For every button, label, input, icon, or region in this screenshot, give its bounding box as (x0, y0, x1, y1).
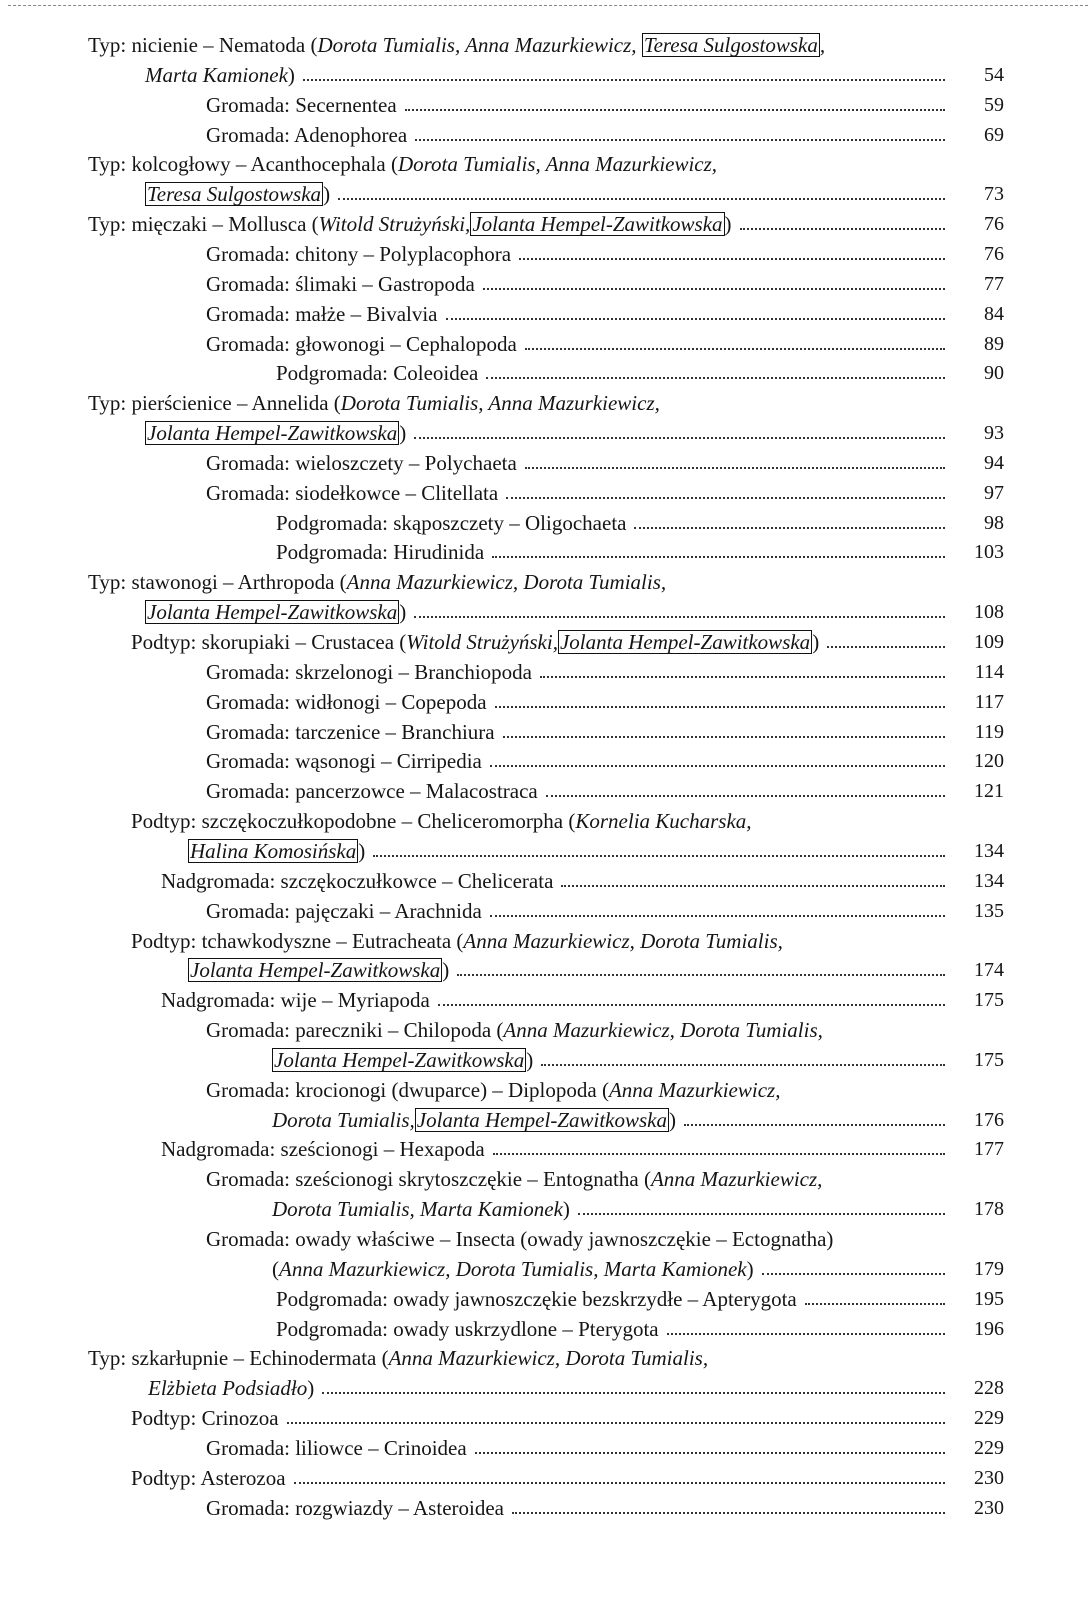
toc-entry[interactable] (0, 955, 1088, 985)
toc-entry[interactable] (0, 478, 1088, 508)
toc-entry[interactable] (0, 537, 1088, 567)
toc-entry[interactable] (0, 776, 1088, 806)
toc-entry-title (88, 388, 660, 418)
page-number: 94 (984, 451, 1004, 474)
page-number: 117 (974, 690, 1004, 713)
author-text: Kornelia Kucharska, (575, 809, 752, 834)
toc-entry[interactable] (0, 1164, 1088, 1194)
page-number: 59 (984, 93, 1004, 116)
entry-text: Gromada: pancerzowce – Malacostraca (206, 779, 538, 804)
toc-entry-title (145, 179, 330, 209)
entry-text: ) (442, 958, 450, 983)
toc-entry-title (88, 209, 732, 239)
toc-entry-title (206, 239, 511, 269)
highlighted-author: Jolanta Hempel-Zawitkowska (190, 958, 441, 983)
entry-text: Typ: kolcogłowy – Acanthocephala ( (88, 152, 398, 177)
page-number: 179 (974, 1257, 1004, 1280)
dot-leader (303, 60, 945, 90)
toc-entry-title (276, 537, 484, 567)
entry-text: Typ: stawonogi – Arthropoda ( (88, 570, 347, 595)
toc-entry[interactable] (0, 209, 1088, 239)
page-number: 120 (974, 750, 1004, 773)
toc-entry-title (206, 1224, 833, 1254)
toc-entry-title (206, 776, 538, 806)
toc-entry-title (206, 746, 482, 776)
entry-text: ) (399, 421, 407, 446)
page-number: 175 (974, 1048, 1004, 1071)
page-number: 134 (974, 839, 1004, 862)
author-text: Anna Mazurkiewicz, Dorota Tumialis, (463, 928, 783, 953)
page-number: 176 (974, 1108, 1004, 1131)
entry-text: ) (399, 600, 407, 625)
dot-leader (405, 90, 945, 120)
dot-leader (762, 1254, 945, 1284)
toc-entry-title (276, 508, 626, 538)
toc-entry-title (161, 985, 430, 1015)
toc-entry-title (206, 448, 517, 478)
author-text: Dorota Tumialis, Anna Mazurkiewicz, (397, 152, 718, 177)
author-text: , (819, 33, 826, 57)
toc-entry[interactable] (0, 60, 1088, 90)
entry-text: Podtyp: Crinozoa (131, 1406, 279, 1431)
author-text: Anna Mazurkiewicz, (608, 1077, 781, 1102)
dot-leader (483, 269, 945, 299)
toc-entry[interactable] (0, 806, 1088, 836)
toc-entry-title (206, 1015, 823, 1045)
entry-text: Gromada: rozgwiazdy – Asteroidea (206, 1495, 504, 1520)
toc-entry[interactable] (0, 388, 1088, 418)
page-number: 93 (984, 422, 1004, 445)
entry-text: ) (307, 1376, 315, 1401)
toc-entry-title (88, 1343, 708, 1373)
toc-entry-title (206, 1433, 467, 1463)
entry-text: Gromada: widłonogi – Copepoda (206, 689, 487, 714)
author-text: Witold Strużyński, (406, 630, 558, 654)
highlighted-author: Jolanta Hempel-Zawitkowska (559, 630, 811, 654)
toc-entry-title (272, 1254, 754, 1284)
toc-entry-title (272, 1194, 570, 1224)
page-number: 135 (974, 899, 1004, 922)
page-number: 230 (974, 1496, 1004, 1519)
toc-entry[interactable] (0, 418, 1088, 448)
dot-leader (684, 1105, 945, 1135)
entry-text: Gromada: owady właściwe – Insecta (owady jawnoszczękie – Ectognatha) (206, 1227, 834, 1251)
page-number: 230 (974, 1466, 1004, 1489)
entry-text: Gromada: Adenophorea (206, 122, 408, 147)
toc-entry[interactable] (0, 179, 1088, 209)
toc-entry[interactable] (0, 896, 1088, 926)
page-number: 134 (974, 869, 1004, 892)
entry-text: ) (562, 1197, 570, 1222)
toc-entry[interactable] (0, 120, 1088, 150)
highlighted-author: Jolanta Hempel-Zawitkowska (147, 600, 398, 625)
page-number: 178 (974, 1198, 1004, 1221)
entry-text: Gromada: tarczenice – Branchiura (206, 719, 495, 744)
dot-leader (525, 448, 945, 478)
dot-leader (373, 836, 945, 866)
toc-entry[interactable] (0, 1493, 1088, 1523)
toc-entry[interactable] (0, 1463, 1088, 1493)
page-number: 77 (984, 272, 1004, 295)
entry-text: Gromada: sześcionogi skrytoszczękie – Entognatha ( (206, 1167, 651, 1192)
toc-entry-title (206, 269, 475, 299)
toc-entry[interactable] (0, 1015, 1088, 1045)
toc-entry[interactable] (0, 985, 1088, 1015)
entry-text: Gromada: skrzelonogi – Branchiopoda (206, 659, 532, 684)
dot-leader (457, 955, 945, 985)
entry-text: ) (746, 1256, 754, 1281)
page-number: 177 (974, 1138, 1004, 1161)
entry-text: Podtyp: Asterozoa (131, 1465, 286, 1490)
dot-leader (578, 1194, 945, 1224)
entry-text: Nadgromada: sześcionogi – Hexapoda (161, 1137, 485, 1162)
dot-leader (506, 478, 945, 508)
entry-text: Podgromada: Hirudinida (276, 540, 485, 565)
author-text: Marta Kamionek (145, 62, 288, 87)
author-text: Anna Mazurkiewicz, (650, 1167, 823, 1192)
entry-text: ( (272, 1256, 279, 1281)
page-number: 175 (974, 989, 1004, 1012)
toc-entry-title (131, 926, 783, 956)
entry-text: ) (358, 838, 366, 863)
dot-leader (490, 746, 945, 776)
dot-leader (827, 627, 945, 657)
author-text: Anna Mazurkiewicz, Dorota Tumialis, (346, 570, 667, 595)
author-text: Dorota Tumialis, Anna Mazurkiewicz, (317, 33, 642, 57)
entry-text: Gromada: liliowce – Crinoidea (206, 1435, 467, 1460)
toc-entry[interactable] (0, 836, 1088, 866)
toc-entry-title (272, 1105, 676, 1135)
entry-text: Podtyp: szczękoczułkopodobne – Cheliceromorpha ( (131, 809, 576, 834)
toc-entry-title (131, 1403, 279, 1433)
dot-leader (540, 657, 945, 687)
author-text: Anna Mazurkiewicz, Dorota Tumialis, (503, 1018, 823, 1043)
toc-entry[interactable] (0, 597, 1088, 627)
toc-entry[interactable] (0, 1045, 1088, 1075)
toc-entry[interactable] (0, 567, 1088, 597)
toc-entry-title (206, 90, 397, 120)
toc-entry-title (276, 1314, 659, 1344)
dot-leader (805, 1284, 945, 1314)
toc-entry-title (206, 896, 482, 926)
toc-entry-title (206, 1075, 780, 1105)
toc-entry-title (131, 806, 752, 836)
toc-entry-title (145, 597, 406, 627)
entry-text: Gromada: Secernentea (206, 92, 397, 117)
toc-entry[interactable] (0, 1105, 1088, 1135)
entry-text: Gromada: wieloszczety – Polychaeta (206, 450, 517, 475)
toc-entry-title (161, 866, 553, 896)
dot-leader (338, 179, 945, 209)
toc-entry[interactable] (0, 926, 1088, 956)
highlighted-author: Teresa Sulgostowska (147, 182, 322, 207)
toc-entry-title (206, 329, 517, 359)
page-number: 108 (974, 601, 1004, 624)
toc-entry[interactable] (0, 717, 1088, 747)
toc-entry-title (206, 657, 532, 687)
toc-entry-title (206, 120, 407, 150)
entry-text: Gromada: chitony – Polyplacophora (206, 241, 512, 266)
toc-entry-title (272, 1045, 533, 1075)
toc-entry[interactable] (0, 1224, 1088, 1254)
dot-leader (512, 1493, 945, 1523)
highlighted-author: Halina Komosińska (190, 838, 357, 863)
toc-entry[interactable] (0, 1403, 1088, 1433)
toc-entry[interactable] (0, 90, 1088, 120)
toc-entry-title (206, 478, 498, 508)
dot-leader (322, 1373, 945, 1403)
entry-text: ) (668, 1107, 676, 1132)
highlighted-author: Teresa Sulgostowska (643, 33, 818, 57)
toc-entry[interactable] (0, 657, 1088, 687)
highlighted-author: Jolanta Hempel-Zawitkowska (416, 1107, 667, 1132)
toc-entry-title (206, 687, 487, 717)
entry-text: Nadgromada: wije – Myriapoda (161, 988, 430, 1013)
toc-entry[interactable] (0, 687, 1088, 717)
entry-text: Gromada: siodełkowce – Clitellata (206, 480, 499, 505)
dot-leader (519, 239, 945, 269)
toc-entry-title (88, 567, 666, 597)
entry-text: Podgromada: Coleoidea (276, 361, 479, 386)
entry-text: Gromada: pareczniki – Chilopoda ( (206, 1018, 504, 1043)
toc-entry[interactable] (0, 508, 1088, 538)
page-number: 174 (974, 959, 1004, 982)
page-number: 229 (974, 1407, 1004, 1430)
page-number: 103 (974, 541, 1004, 564)
toc-entry-title (131, 1463, 286, 1493)
author-text: Dorota Tumialis, Marta Kamionek (272, 1197, 563, 1222)
dot-leader (492, 537, 945, 567)
entry-text: Gromada: ślimaki – Gastropoda (206, 271, 475, 296)
entry-text: Nadgromada: szczękoczułkowce – Chelicerata (161, 868, 554, 893)
toc-entry-title (206, 1164, 822, 1194)
entry-text: Podtyp: skorupiaki – Crustacea ( (131, 630, 407, 654)
page-number: 76 (984, 213, 1004, 236)
entry-text: Gromada: pajęczaki – Arachnida (206, 898, 482, 923)
entry-text: Podgromada: skąposzczety – Oligochaeta (276, 510, 627, 535)
highlighted-author: Jolanta Hempel-Zawitkowska (147, 421, 398, 446)
page-number: 229 (974, 1436, 1004, 1459)
page-number: 228 (974, 1377, 1004, 1400)
toc-entry-title (131, 627, 819, 657)
dot-leader (667, 1314, 945, 1344)
dot-leader (503, 717, 945, 747)
entry-text: Gromada: małże – Bivalvia (206, 301, 438, 326)
toc-entry-title (276, 1284, 797, 1314)
entry-text: Gromada: krocionogi (dwuparce) – Diplopoda ( (206, 1077, 609, 1102)
page-top-rule (8, 5, 1088, 6)
dot-leader (490, 896, 945, 926)
dot-leader (561, 866, 945, 896)
dot-leader (493, 1134, 945, 1164)
toc-entry-title (188, 836, 365, 866)
entry-text: Typ: pierścienice – Annelida ( (88, 391, 341, 416)
toc-entry[interactable] (0, 1373, 1088, 1403)
page-number: 54 (984, 63, 1004, 86)
toc-entry[interactable] (0, 329, 1088, 359)
toc-entry[interactable] (0, 149, 1088, 179)
author-text: Dorota Tumialis, Anna Mazurkiewicz, (340, 391, 660, 416)
page-number: 195 (974, 1287, 1004, 1310)
dot-leader (415, 120, 945, 150)
toc-entry-title (148, 1373, 314, 1403)
toc-entry[interactable] (0, 30, 1088, 60)
entry-text: ) (526, 1047, 534, 1072)
toc-entry[interactable] (0, 1254, 1088, 1284)
page-number: 69 (984, 123, 1004, 146)
page-number: 89 (984, 332, 1004, 355)
dot-leader (414, 597, 945, 627)
page-number: 90 (984, 362, 1004, 385)
toc-entry-title (276, 358, 478, 388)
entry-text: Gromada: wąsonogi – Cirripedia (206, 749, 482, 774)
dot-leader (438, 985, 945, 1015)
toc-entry-title (88, 149, 717, 179)
highlighted-author: Jolanta Hempel-Zawitkowska (472, 212, 723, 237)
toc-entry[interactable] (0, 448, 1088, 478)
entry-text: Typ: nicienie – Nematoda ( (88, 33, 318, 57)
toc-entry[interactable] (0, 1134, 1088, 1164)
toc-entry[interactable] (0, 1433, 1088, 1463)
page-number: 73 (984, 183, 1004, 206)
toc-entry[interactable] (0, 239, 1088, 269)
toc-entry-title (188, 955, 449, 985)
entry-text: Podtyp: tchawkodyszne – Eutracheata ( (131, 928, 464, 953)
page-number: 84 (984, 302, 1004, 325)
page-number: 114 (974, 660, 1004, 683)
dot-leader (294, 1463, 945, 1493)
author-text: Elżbieta Podsiadło (148, 1376, 308, 1401)
page-number: 98 (984, 511, 1004, 534)
entry-text: Podgromada: owady uskrzydlone – Pterygota (276, 1316, 659, 1341)
entry-text: Typ: mięczaki – Mollusca ( (88, 212, 319, 237)
toc-entry[interactable] (0, 1194, 1088, 1224)
toc-entry-title (161, 1134, 485, 1164)
entry-text: Gromada: głowonogi – Cephalopoda (206, 331, 517, 356)
toc-entry-title (206, 299, 438, 329)
dot-leader (446, 299, 945, 329)
toc-entry-title (206, 717, 495, 747)
dot-leader (634, 508, 945, 538)
author-text: Anna Mazurkiewicz, Dorota Tumialis, (388, 1346, 709, 1371)
author-text: Anna Mazurkiewicz, Dorota Tumialis, Marta Kamionek (279, 1256, 747, 1281)
dot-leader (541, 1045, 945, 1075)
toc-entry[interactable] (0, 299, 1088, 329)
toc-entry[interactable] (0, 1284, 1088, 1314)
toc-entry[interactable] (0, 1314, 1088, 1344)
toc-entry[interactable] (0, 746, 1088, 776)
author-text: Dorota Tumialis, (272, 1107, 415, 1132)
entry-text: Podgromada: owady jawnoszczękie bezskrzydłe – Apterygota (276, 1286, 797, 1311)
author-text: Witold Strużyński, (318, 212, 471, 237)
dot-leader (495, 687, 945, 717)
toc-entry[interactable] (0, 627, 1088, 657)
entry-text: ) (812, 630, 820, 654)
dot-leader (525, 329, 945, 359)
page-number: 121 (974, 780, 1004, 803)
page-number: 196 (974, 1317, 1004, 1340)
entry-text: ) (287, 62, 295, 87)
dot-leader (475, 1433, 945, 1463)
toc-entry-title (145, 418, 406, 448)
page-number: 119 (974, 720, 1004, 743)
entry-text: ) (724, 212, 732, 237)
entry-text: Typ: szkarłupnie – Echinodermata ( (88, 1346, 389, 1371)
toc-entry[interactable] (0, 866, 1088, 896)
page-number: 97 (984, 481, 1004, 504)
highlighted-author: Jolanta Hempel-Zawitkowska (274, 1047, 525, 1072)
toc-entry-title (88, 30, 825, 60)
entry-text: ) (323, 182, 331, 207)
toc-entry[interactable] (0, 358, 1088, 388)
dot-leader (486, 358, 945, 388)
dot-leader (740, 209, 945, 239)
toc-entry[interactable] (0, 1343, 1088, 1373)
toc-entry[interactable] (0, 269, 1088, 299)
page-number: 109 (974, 631, 1004, 653)
dot-leader (546, 776, 945, 806)
page-number: 76 (984, 242, 1004, 265)
toc-entry-title (206, 1493, 504, 1523)
dot-leader (414, 418, 945, 448)
toc-entry[interactable] (0, 1075, 1088, 1105)
dot-leader (287, 1403, 945, 1433)
toc-entry-title (145, 60, 295, 90)
